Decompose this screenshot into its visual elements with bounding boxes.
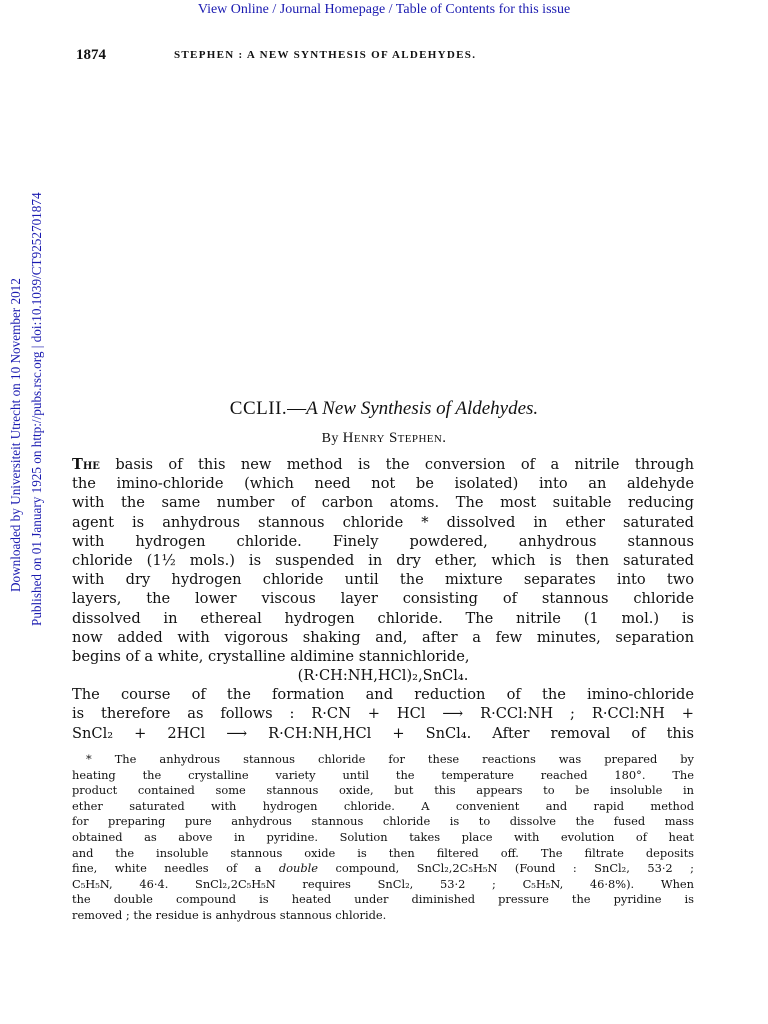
footnote-line: * The anhydrous stannous chloride for these reactions was prepared by xyxy=(86,752,694,766)
text-line: with hydrogen chloride. Finely powdered, anhydrous stannous xyxy=(72,532,694,550)
text-line: The course of the formation and reduction of the imino-chloride xyxy=(72,686,694,704)
text-line: with the same number of carbon atoms. The most suitable reducing xyxy=(72,494,694,512)
title-dash: — xyxy=(287,398,307,419)
footnote-text: fine, white needles of a xyxy=(72,861,279,876)
text-line-content: basis of this new method is the conversion of a nitrile through xyxy=(99,456,694,473)
footnote xyxy=(72,752,694,924)
text-line: dissolved in ethereal hydrogen chloride. The nitrile (1 mol.) is xyxy=(72,609,694,627)
footnote-line: the double compound is heated under diminished pressure the pyridine is xyxy=(72,892,694,907)
footnote-text: compound, SnCl₂,2C₅H₅N (Found : SnCl₂, 53·2 ; xyxy=(318,861,694,876)
top-navigation xyxy=(0,2,768,18)
byline xyxy=(0,430,768,447)
footnote-line: ether saturated with hydrogen chloride. A convenient and rapid method xyxy=(72,798,694,813)
table-of-contents-link[interactable]: Table of Contents for this issue xyxy=(395,2,571,17)
nav-separator: / xyxy=(385,2,396,17)
text-line: with dry hydrogen chloride until the mixture separates into two xyxy=(72,571,694,589)
lead-word: The xyxy=(72,456,100,473)
footnote-line: and the insoluble stannous oxide is then filtered off. The filtrate deposits xyxy=(72,845,694,860)
article-title xyxy=(0,398,768,420)
footnote-line xyxy=(72,861,694,877)
text-line: agent is anhydrous stannous chloride * dissolved in ether saturated xyxy=(72,513,694,531)
footnote-line: for preparing pure anhydrous stannous chloride is to dissolve the fused mass xyxy=(72,814,694,829)
footnote-line: heating the crystalline variety until the temperature reached 180°. The xyxy=(72,767,694,782)
article-number: CCLII. xyxy=(229,398,288,419)
text-line: now added with vigorous shaking and, after a few minutes, separation xyxy=(72,628,694,646)
footnote-emphasis: double xyxy=(278,861,319,876)
text-line: begins of a white, crystalline aldimine stannichloride, xyxy=(72,647,470,665)
article-name: A New Synthesis of Aldehydes. xyxy=(306,398,539,419)
view-online-link[interactable]: View Online xyxy=(197,2,269,17)
running-head xyxy=(76,47,696,67)
formula-line: (R·CH:NH,HCl)₂,SnCl₄. xyxy=(297,667,469,685)
footnote-line: C₅H₅N, 46·4. SnCl₂,2C₅H₅N requires SnCl₂, 53·2 ; C₅H₅N, 46·8%). When xyxy=(72,876,694,891)
author-name: Henry Stephen. xyxy=(342,430,447,446)
text-line: layers, the lower viscous layer consisting of stannous chloride xyxy=(72,590,694,608)
footnote-line: obtained as above in pyridine. Solution takes place with evolution of heat xyxy=(72,829,694,844)
text-line: is therefore as follows : R·CN + HCl ⟶ R·CCl:NH ; R·CCl:NH + xyxy=(72,705,694,723)
doi-notice[interactable]: Published on 01 January 1925 on http://pubs.rsc.org | doi:10.1039/CT9252701874 xyxy=(29,192,44,626)
text-line: chloride (1½ mols.) is suspended in dry ether, which is then saturated xyxy=(72,551,694,569)
body-text xyxy=(72,455,694,743)
text-line: the imino-chloride (which need not be isolated) into an aldehyde xyxy=(72,475,694,493)
running-title: STEPHEN : A NEW SYNTHESIS OF ALDEHYDES. xyxy=(174,49,477,61)
footnote-line: product contained some stannous oxide, but this appears to be insoluble in xyxy=(72,783,694,798)
text-line xyxy=(72,455,694,474)
footnote-line: removed ; the residue is anhydrous stannous chloride. xyxy=(72,907,387,922)
page-number: 1874 xyxy=(76,47,106,63)
byline-by: By xyxy=(321,431,339,446)
journal-homepage-link[interactable]: Journal Homepage xyxy=(279,2,386,17)
text-line: SnCl₂ + 2HCl ⟶ R·CH:NH,HCl + SnCl₄. After removal of this xyxy=(72,724,694,742)
nav-separator: / xyxy=(268,2,280,17)
download-notice[interactable]: Downloaded by Universiteit Utrecht on 10 November 2012 xyxy=(8,278,23,592)
